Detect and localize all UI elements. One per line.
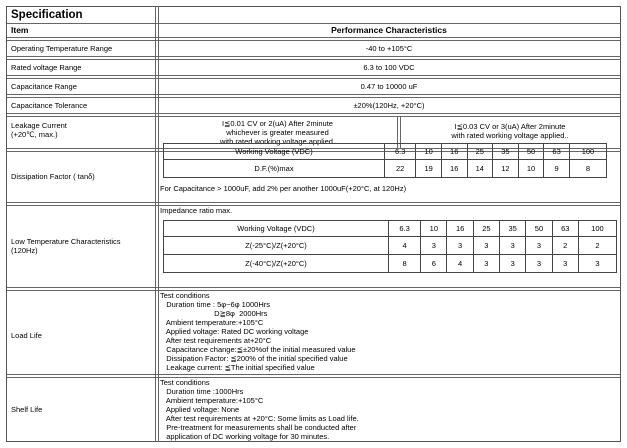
leakage-label-line1: Leakage Current — [11, 121, 67, 130]
low-temp-label — [11, 237, 151, 255]
dissipation-label: Dissipation Factor ( tanδ) — [11, 171, 95, 181]
z40-cell: 8 — [389, 255, 421, 273]
operating-temp-value: -40 to +105°C — [365, 43, 413, 53]
impedance-caption: Impedance ratio max. — [160, 206, 233, 215]
shelf-life-line: Ambient temperature:+105°C — [160, 396, 264, 405]
z25-cell: 3 — [421, 237, 447, 255]
load-life-line: Capacitance change:≦±20%of the initial measured value — [160, 345, 356, 354]
load-life-line: D≧8φ 2000Hrs — [160, 309, 268, 318]
load-life-conditions — [160, 291, 620, 372]
leakage-left-line: with rated working voltage applied. — [219, 136, 336, 146]
z40-label: Z(-40°C)/Z(+20°C) — [164, 255, 389, 273]
voltage-cell: 6.3 — [385, 144, 416, 160]
z25-cell: 3 — [500, 237, 526, 255]
voltage-cell: 100 — [569, 144, 606, 160]
shelf-life-line: Duration time :1000Hrs — [160, 387, 244, 396]
z25-cell: 3 — [473, 237, 499, 255]
z40-cell: 4 — [447, 255, 473, 273]
leakage-right-line: I≦0.03 CV or 3(uA) After 2minute — [454, 122, 566, 131]
shelf-life-line: Applied voltage: None — [160, 405, 240, 414]
shelf-life-label: Shelf Life — [11, 404, 43, 414]
z25-cell: 3 — [447, 237, 473, 255]
low-temp-label-line1: Low Temperature Characteristics — [11, 237, 121, 246]
dissipation-table — [163, 143, 607, 178]
z40-cell: 3 — [473, 255, 499, 273]
voltage-cell: 25 — [467, 144, 493, 160]
df-cell: 12 — [493, 160, 519, 178]
divider — [7, 202, 620, 206]
df-cell: 19 — [416, 160, 442, 178]
voltage-cell: 16 — [447, 221, 473, 237]
shelf-life-line: application of DC working voltage for 30 minutes. — [160, 432, 330, 441]
voltage-cell: 35 — [493, 144, 519, 160]
load-life-line: Duration time : 5φ~6φ 1000Hrs — [160, 300, 270, 309]
low-temp-table — [163, 220, 617, 273]
z40-cell: 3 — [552, 255, 578, 273]
table-row — [164, 221, 617, 237]
table-row — [164, 144, 607, 160]
operating-temp-label: Operating Temperature Range — [11, 43, 113, 53]
shelf-life-line: Pre-treatment for measurements shall be conducted after — [160, 423, 357, 432]
voltage-cell: 25 — [473, 221, 499, 237]
z40-cell: 6 — [421, 255, 447, 273]
capacitance-label: Capacitance Range — [11, 81, 77, 91]
z25-cell: 2 — [552, 237, 578, 255]
load-life-line: Dissipation Factor: ≦200% of the initial specified value — [160, 354, 348, 363]
z40-cell: 3 — [578, 255, 616, 273]
table-row — [164, 160, 607, 178]
voltage-header: Working Voltage (VDC) — [164, 221, 389, 237]
voltage-cell: 63 — [544, 144, 570, 160]
specification-sheet — [6, 6, 621, 442]
item-header: Item — [11, 25, 29, 35]
shelf-life-line: After test requirements at +20°C: Some limits as Load life. — [160, 414, 359, 423]
table-row — [164, 255, 617, 273]
df-cell: 10 — [518, 160, 544, 178]
dissipation-note: For Capacitance > 1000uF, add 2% per another 1000uF(+20°C, at 120Hz) — [160, 184, 407, 193]
performance-header: Performance Characteristics — [331, 25, 447, 35]
leakage-left-line: whichever is greater measured — [226, 127, 329, 137]
load-life-label: Load Life — [11, 331, 42, 340]
voltage-cell: 10 — [421, 221, 447, 237]
leakage-label-line2: (+20℃, max.) — [11, 130, 58, 139]
load-life-line: Test conditions — [160, 291, 210, 300]
rated-voltage-label: Rated voltage Range — [11, 62, 82, 72]
table-row — [164, 237, 617, 255]
load-life-line: Leakage current: ≦The initial specified value — [160, 363, 315, 372]
leakage-left-line: I≦0.01 CV or 2(uA) After 2minute — [222, 118, 333, 128]
df-cell: 14 — [467, 160, 493, 178]
load-life-line: Applied voltage: Rated DC working voltage — [160, 327, 309, 336]
shelf-life-line: Test conditions — [160, 378, 210, 387]
z25-cell: 2 — [578, 237, 616, 255]
voltage-cell: 16 — [441, 144, 467, 160]
voltage-cell: 50 — [518, 144, 544, 160]
load-life-line: After test requirements at+20°C — [160, 336, 272, 345]
df-cell: 9 — [544, 160, 570, 178]
leakage-label — [11, 121, 151, 139]
z25-label: Z(-25°C)/Z(+20°C) — [164, 237, 389, 255]
spec-title: Specification — [11, 8, 83, 21]
voltage-cell: 63 — [552, 221, 578, 237]
shelf-life-conditions — [160, 378, 620, 441]
voltage-cell: 35 — [500, 221, 526, 237]
tolerance-label: Capacitance Tolerance — [11, 100, 88, 110]
z25-cell: 3 — [526, 237, 552, 255]
z40-cell: 3 — [500, 255, 526, 273]
voltage-cell: 6.3 — [389, 221, 421, 237]
voltage-cell: 10 — [416, 144, 442, 160]
rated-voltage-value: 6.3 to 100 VDC — [363, 62, 415, 72]
tolerance-value: ±20%(120Hz, +20°C) — [353, 100, 425, 110]
leakage-right — [400, 119, 620, 143]
load-life-line: Ambient temperature:+105°C — [160, 318, 264, 327]
voltage-cell: 50 — [526, 221, 552, 237]
z40-cell: 3 — [526, 255, 552, 273]
capacitance-value: 0.47 to 10000 uF — [360, 81, 418, 91]
voltage-header: Working Voltage (VDC) — [164, 144, 385, 160]
df-cell: 22 — [385, 160, 416, 178]
df-header: D.F.(%)max — [164, 160, 385, 178]
leakage-right-line: with rated working voltage applied.. — [451, 131, 569, 140]
df-cell: 8 — [569, 160, 606, 178]
low-temp-label-line2: (120Hz) — [11, 246, 38, 255]
df-cell: 16 — [441, 160, 467, 178]
z25-cell: 4 — [389, 237, 421, 255]
voltage-cell: 100 — [578, 221, 616, 237]
